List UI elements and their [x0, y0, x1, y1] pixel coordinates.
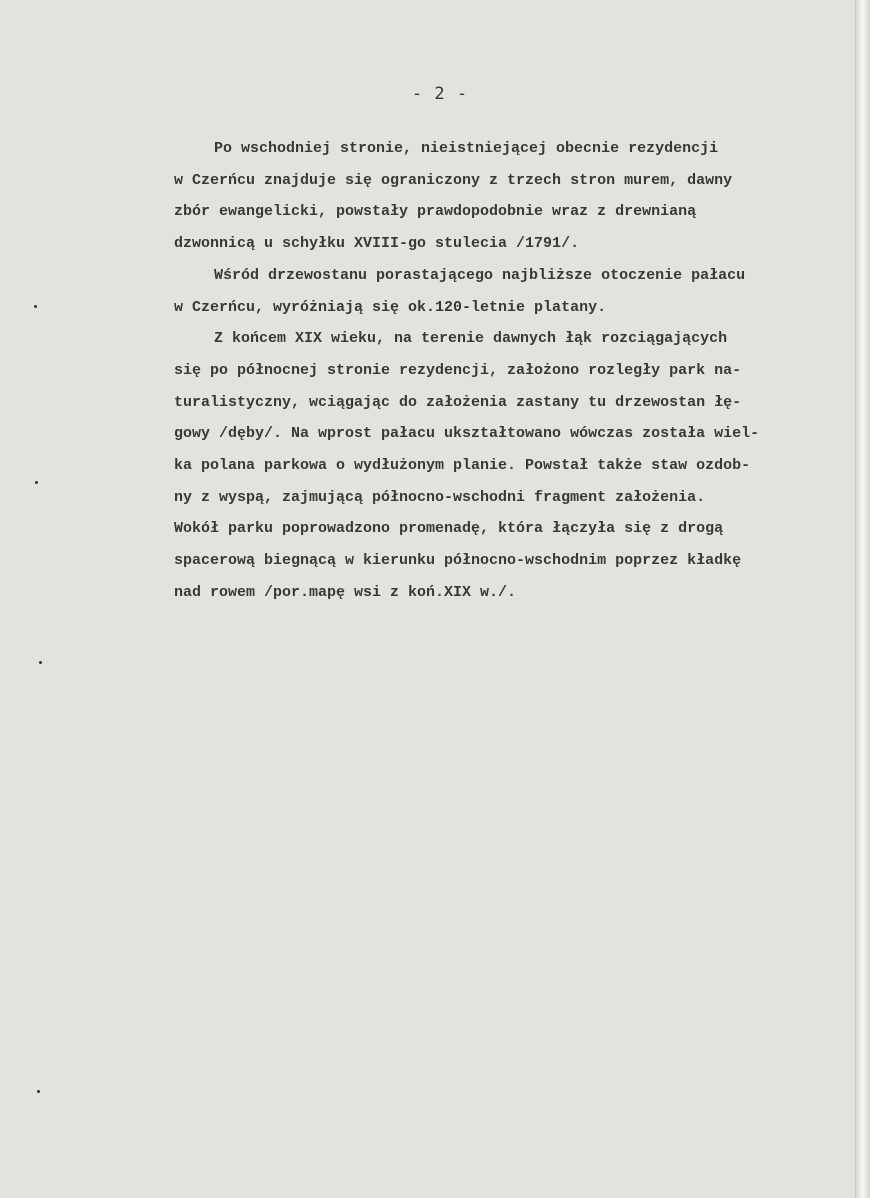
text-line: gowy /dęby/. Na wprost pałacu ukształtowano wówczas została wiel- — [174, 425, 760, 443]
text-line: Wokół parku poprowadzono promenadę, która łączyła się z drogą — [174, 520, 724, 538]
binding-hole-mark — [37, 1090, 40, 1093]
text-line: Wśród drzewostanu porastającego najbliższe otoczenie pałacu — [214, 266, 746, 284]
text-line: turalistyczny, wciągając do założenia zastany tu drzewostan łę- — [174, 393, 742, 411]
page-number: - 2 - — [411, 84, 469, 104]
text-line: się po północnej stronie rezydencji, założono rozległy park na- — [174, 361, 742, 379]
text-line: w Czerńcu, wyróżniają się ok.120-letnie platany. — [174, 298, 607, 316]
body-text — [174, 133, 864, 609]
text-line: ny z wyspą, zajmującą północno-wschodni fragment założenia. — [174, 488, 706, 506]
text-line: dzwonnicą u schyłku XVIII-go stulecia /1791/. — [174, 235, 580, 253]
text-line: ka polana parkowa o wydłużonym planie. Powstał także staw ozdob- — [174, 457, 751, 475]
binding-hole-mark — [34, 305, 37, 308]
text-line: w Czerńcu znajduje się ograniczony z trzech stron murem, dawny — [174, 171, 733, 189]
binding-hole-mark — [39, 661, 42, 664]
text-line: Z końcem XIX wieku, na terenie dawnych łąk rozciągających — [214, 330, 728, 348]
text-line: spacerową biegnącą w kierunku północno-wschodnim poprzez kładkę — [174, 552, 742, 570]
text-line: nad rowem /por.mapę wsi z koń.XIX w./. — [174, 583, 517, 601]
text-line: Po wschodniej stronie, nieistniejącej obecnie rezydencji — [214, 140, 719, 157]
text-line: zbór ewangelicki, powstały prawdopodobnie wraz z drewnianą — [174, 203, 697, 221]
binding-hole-mark — [35, 481, 38, 484]
